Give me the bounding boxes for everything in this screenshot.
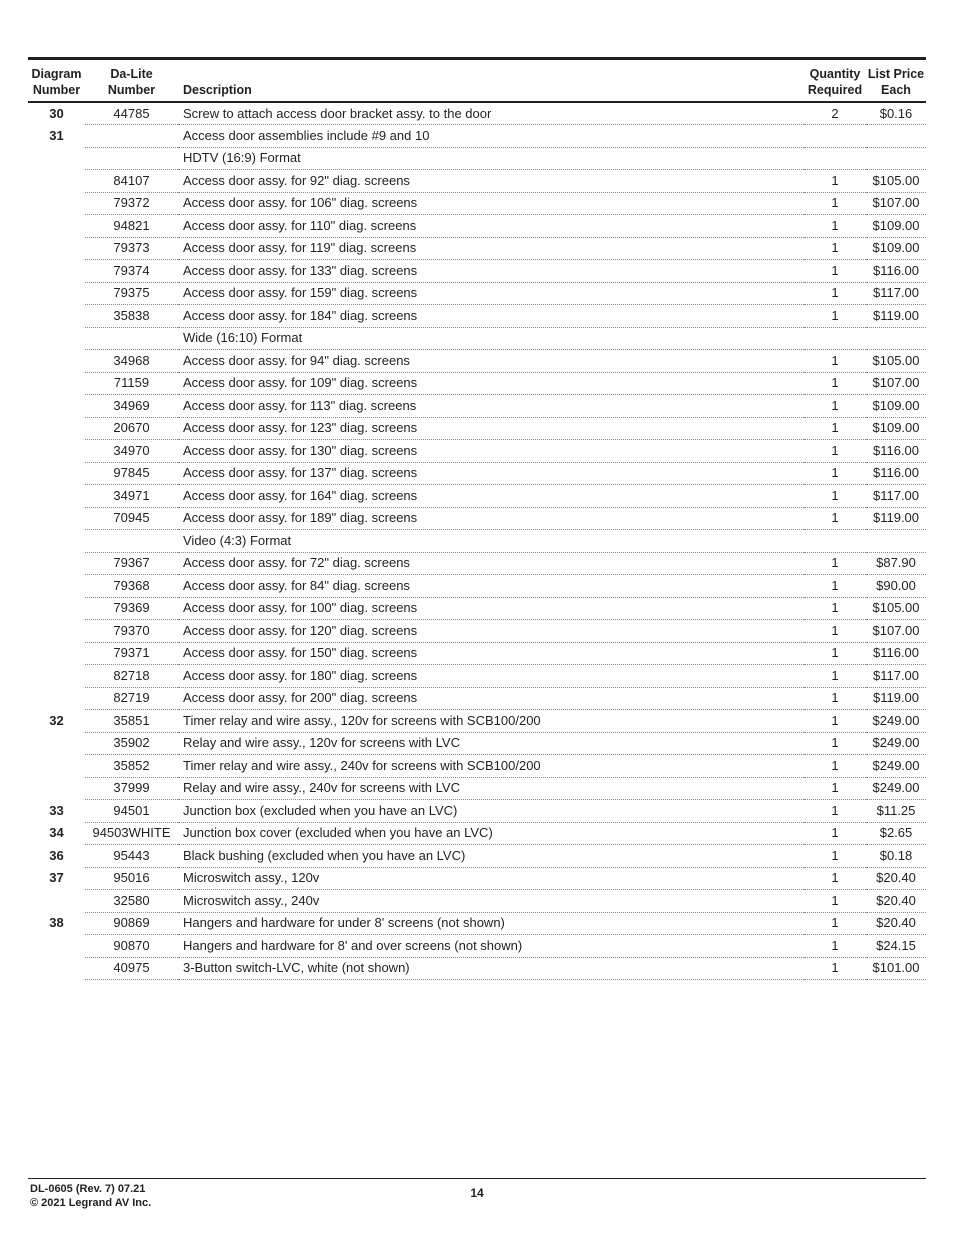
dalite-number-cell: 79371 [85,642,178,665]
footer-divider [28,1178,926,1179]
diagram-number-cell: 36 [49,847,64,863]
price-cell: $109.00 [866,215,926,238]
dalite-number-cell: 35852 [85,755,178,778]
diagram-number-cell [28,957,85,980]
price-cell: $116.00 [866,642,926,665]
description-cell: HDTV (16:9) Format [178,147,804,170]
description-cell: Microswitch assy., 240v [178,890,804,913]
header-price-line2: Each [881,83,911,97]
table-row [28,665,926,688]
dalite-number-cell: 34968 [85,350,178,373]
table-row [28,440,926,463]
dalite-number-cell [85,530,178,553]
description-cell: Relay and wire assy., 120v for screens with LVC [178,732,804,755]
description-cell: Access door assy. for 100" diag. screens [178,597,804,620]
header-diagram-line1: Diagram [31,67,82,81]
diagram-number-cell [28,575,85,598]
dalite-number-cell: 90870 [85,935,178,958]
diagram-number-cell: 31 [49,127,64,143]
quantity-cell: 1 [804,597,866,620]
description-cell: Access door assy. for 119" diag. screens [178,237,804,260]
diagram-number-cell [28,260,85,283]
price-cell [866,327,926,350]
table-row [28,687,926,710]
description-cell: Access door assy. for 189" diag. screens [178,507,804,530]
table-row [28,237,926,260]
table-header-row [28,59,926,103]
dalite-number-cell: 32580 [85,890,178,913]
quantity-cell: 1 [804,620,866,643]
table-row [28,485,926,508]
diagram-number-cell [28,552,85,575]
table-row [28,822,926,845]
price-cell: $119.00 [866,305,926,328]
description-cell: Access door assy. for 130" diag. screens [178,440,804,463]
price-cell: $107.00 [866,372,926,395]
diagram-number-cell [28,530,85,553]
table-row [28,777,926,800]
parts-table [28,57,926,980]
description-cell: Access door assy. for 92" diag. screens [178,170,804,193]
footer-doc-number: DL-0605 (Rev. 7) 07.21 [30,1183,146,1195]
quantity-cell: 1 [804,192,866,215]
price-cell: $249.00 [866,732,926,755]
dalite-number-cell: 79372 [85,192,178,215]
dalite-number-cell: 79369 [85,597,178,620]
table-row [28,597,926,620]
quantity-cell: 1 [804,845,866,868]
diagram-number-cell [28,620,85,643]
table-row [28,260,926,283]
table-row [28,417,926,440]
quantity-cell: 1 [804,485,866,508]
table-row [28,462,926,485]
price-cell: $116.00 [866,260,926,283]
description-cell: Access door assy. for 120" diag. screens [178,620,804,643]
diagram-number-cell [28,597,85,620]
price-cell: $249.00 [866,710,926,733]
price-cell: $107.00 [866,620,926,643]
price-cell: $87.90 [866,552,926,575]
description-cell: Hangers and hardware for 8' and over screens (not shown) [178,935,804,958]
dalite-number-cell: 94821 [85,215,178,238]
diagram-number-cell [28,890,85,913]
table-row [28,755,926,778]
diagram-number-cell [28,732,85,755]
quantity-cell: 1 [804,957,866,980]
price-cell: $105.00 [866,597,926,620]
price-cell: $119.00 [866,687,926,710]
header-dalite-line2: Number [107,83,156,97]
table-row [28,845,926,868]
dalite-number-cell [85,125,178,148]
header-list-price [866,59,926,103]
price-cell: $249.00 [866,777,926,800]
diagram-number-cell [28,305,85,328]
diagram-number-cell [28,237,85,260]
description-cell: Black bushing (excluded when you have an LVC) [178,845,804,868]
dalite-number-cell: 79375 [85,282,178,305]
description-cell: Video (4:3) Format [178,530,804,553]
dalite-number-cell: 94501 [85,800,178,823]
dalite-number-cell: 94503WHITE [85,822,178,845]
parts-table-body [28,102,926,980]
price-cell [866,125,926,148]
description-cell: Access door assy. for 94" diag. screens [178,350,804,373]
dalite-number-cell: 44785 [85,102,178,125]
description-cell: Access door assy. for 150" diag. screens [178,642,804,665]
description-cell: Access door assy. for 200" diag. screens [178,687,804,710]
description-cell: Access door assy. for 72" diag. screens [178,552,804,575]
diagram-number-cell [28,485,85,508]
quantity-cell [804,125,866,148]
dalite-number-cell: 34971 [85,485,178,508]
price-cell: $107.00 [866,192,926,215]
diagram-number-cell [28,215,85,238]
dalite-number-cell: 97845 [85,462,178,485]
diagram-number-cell [28,462,85,485]
dalite-number-cell [85,327,178,350]
description-cell: Hangers and hardware for under 8' screens (not shown) [178,912,804,935]
quantity-cell: 1 [804,215,866,238]
table-row [28,890,926,913]
header-dalite-line1: Da-Lite [110,67,153,81]
quantity-cell: 1 [804,350,866,373]
table-row [28,102,926,125]
description-cell: Microswitch assy., 120v [178,867,804,890]
description-cell: Access door assy. for 106" diag. screens [178,192,804,215]
dalite-number-cell: 84107 [85,170,178,193]
dalite-number-cell: 20670 [85,417,178,440]
quantity-cell: 1 [804,687,866,710]
description-cell: Junction box cover (excluded when you have an LVC) [178,822,804,845]
quantity-cell: 1 [804,867,866,890]
price-cell [866,147,926,170]
diagram-number-cell [28,687,85,710]
quantity-cell: 1 [804,305,866,328]
price-cell: $24.15 [866,935,926,958]
diagram-number-cell [28,507,85,530]
price-cell: $109.00 [866,237,926,260]
diagram-number-cell [28,327,85,350]
price-cell: $109.00 [866,417,926,440]
quantity-cell: 1 [804,440,866,463]
price-cell: $0.16 [866,102,926,125]
table-row [28,867,926,890]
description-cell: Relay and wire assy., 240v for screens with LVC [178,777,804,800]
diagram-number-cell [28,395,85,418]
price-cell: $20.40 [866,890,926,913]
description-cell: Access door assy. for 180" diag. screens [178,665,804,688]
price-cell: $101.00 [866,957,926,980]
description-cell: Access door assy. for 159" diag. screens [178,282,804,305]
header-quantity-line2: Required [807,83,863,97]
diagram-number-cell [28,417,85,440]
quantity-cell: 1 [804,912,866,935]
table-row [28,282,926,305]
table-row [28,395,926,418]
dalite-number-cell: 95443 [85,845,178,868]
description-cell: Junction box (excluded when you have an LVC) [178,800,804,823]
price-cell: $116.00 [866,440,926,463]
quantity-cell: 2 [804,102,866,125]
description-cell: Access door assy. for 110" diag. screens [178,215,804,238]
description-cell: Access door assy. for 84" diag. screens [178,575,804,598]
dalite-number-cell: 95016 [85,867,178,890]
description-cell: Access door assy. for 184" diag. screens [178,305,804,328]
quantity-cell: 1 [804,710,866,733]
footer-copyright: © 2021 Legrand AV Inc. [30,1197,152,1209]
quantity-cell: 1 [804,575,866,598]
dalite-number-cell: 79374 [85,260,178,283]
header-description: Description [183,83,252,97]
quantity-cell [804,530,866,553]
quantity-cell: 1 [804,372,866,395]
diagram-number-cell: 30 [49,105,64,121]
table-row [28,530,926,553]
description-cell: Access door assy. for 164" diag. screens [178,485,804,508]
quantity-cell: 1 [804,935,866,958]
quantity-cell: 1 [804,755,866,778]
table-row [28,170,926,193]
description-cell: Screw to attach access door bracket assy. to the door [178,102,804,125]
header-quantity-required [804,59,866,103]
description-cell: Access door assy. for 123" diag. screens [178,417,804,440]
table-row [28,620,926,643]
table-row [28,327,926,350]
price-cell: $20.40 [866,912,926,935]
price-cell: $0.18 [866,845,926,868]
table-row [28,192,926,215]
price-cell: $116.00 [866,462,926,485]
header-dalite-number [85,59,178,103]
quantity-cell: 1 [804,642,866,665]
price-cell: $117.00 [866,282,926,305]
header-diagram-line2: Number [32,83,81,97]
dalite-number-cell: 35851 [85,710,178,733]
table-row [28,305,926,328]
dalite-number-cell: 70945 [85,507,178,530]
table-row [28,912,926,935]
price-cell: $105.00 [866,350,926,373]
quantity-cell: 1 [804,395,866,418]
diagram-number-cell [28,170,85,193]
dalite-number-cell: 37999 [85,777,178,800]
price-cell: $11.25 [866,800,926,823]
table-row [28,350,926,373]
price-cell: $20.40 [866,867,926,890]
price-cell: $109.00 [866,395,926,418]
quantity-cell: 1 [804,462,866,485]
description-cell: Timer relay and wire assy., 240v for screens with SCB100/200 [178,755,804,778]
dalite-number-cell [85,147,178,170]
dalite-number-cell: 79367 [85,552,178,575]
quantity-cell: 1 [804,822,866,845]
description-cell: Wide (16:10) Format [178,327,804,350]
quantity-cell: 1 [804,890,866,913]
diagram-number-cell: 38 [49,915,64,931]
diagram-number-cell: 34 [49,825,64,841]
diagram-number-cell: 33 [49,802,64,818]
diagram-number-cell [28,282,85,305]
price-cell: $2.65 [866,822,926,845]
quantity-cell: 1 [804,237,866,260]
dalite-number-cell: 35838 [85,305,178,328]
table-row [28,507,926,530]
dalite-number-cell: 40975 [85,957,178,980]
diagram-number-cell [28,372,85,395]
diagram-number-cell: 37 [49,870,64,886]
description-cell: Access door assy. for 133" diag. screens [178,260,804,283]
table-row [28,710,926,733]
description-cell: Access door assy. for 137" diag. screens [178,462,804,485]
table-row [28,372,926,395]
dalite-number-cell: 35902 [85,732,178,755]
price-cell [866,530,926,553]
dalite-number-cell: 79373 [85,237,178,260]
price-cell: $105.00 [866,170,926,193]
dalite-number-cell: 82719 [85,687,178,710]
table-row [28,552,926,575]
page-number: 14 [470,1186,484,1200]
price-cell: $90.00 [866,575,926,598]
diagram-number-cell [28,777,85,800]
price-cell: $249.00 [866,755,926,778]
quantity-cell: 1 [804,777,866,800]
price-cell: $117.00 [866,665,926,688]
diagram-number-cell [28,642,85,665]
dalite-number-cell: 34969 [85,395,178,418]
dalite-number-cell: 82718 [85,665,178,688]
quantity-cell: 1 [804,282,866,305]
diagram-number-cell [28,665,85,688]
dalite-number-cell: 79368 [85,575,178,598]
price-cell: $117.00 [866,485,926,508]
description-cell: Timer relay and wire assy., 120v for screens with SCB100/200 [178,710,804,733]
table-row [28,125,926,148]
diagram-number-cell [28,755,85,778]
diagram-number-cell [28,147,85,170]
description-cell: Access door assy. for 113" diag. screens [178,395,804,418]
table-row [28,147,926,170]
table-row [28,575,926,598]
quantity-cell: 1 [804,732,866,755]
description-cell: Access door assemblies include #9 and 10 [178,125,804,148]
table-row [28,732,926,755]
diagram-number-cell [28,935,85,958]
quantity-cell: 1 [804,417,866,440]
header-quantity-line1: Quantity [809,67,861,81]
table-row [28,215,926,238]
diagram-number-cell [28,350,85,373]
header-diagram-number [28,59,85,103]
price-cell: $119.00 [866,507,926,530]
table-row [28,800,926,823]
dalite-number-cell: 90869 [85,912,178,935]
diagram-number-cell [28,440,85,463]
quantity-cell: 1 [804,170,866,193]
dalite-number-cell: 34970 [85,440,178,463]
table-row [28,957,926,980]
quantity-cell: 1 [804,552,866,575]
quantity-cell: 1 [804,507,866,530]
dalite-number-cell: 71159 [85,372,178,395]
quantity-cell [804,327,866,350]
description-cell: Access door assy. for 109" diag. screens [178,372,804,395]
dalite-number-cell: 79370 [85,620,178,643]
diagram-number-cell [28,192,85,215]
table-row [28,935,926,958]
quantity-cell: 1 [804,665,866,688]
table-row [28,642,926,665]
quantity-cell [804,147,866,170]
description-cell: 3-Button switch-LVC, white (not shown) [178,957,804,980]
header-price-line1: List Price [867,67,925,81]
quantity-cell: 1 [804,260,866,283]
diagram-number-cell: 32 [49,712,64,728]
quantity-cell: 1 [804,800,866,823]
